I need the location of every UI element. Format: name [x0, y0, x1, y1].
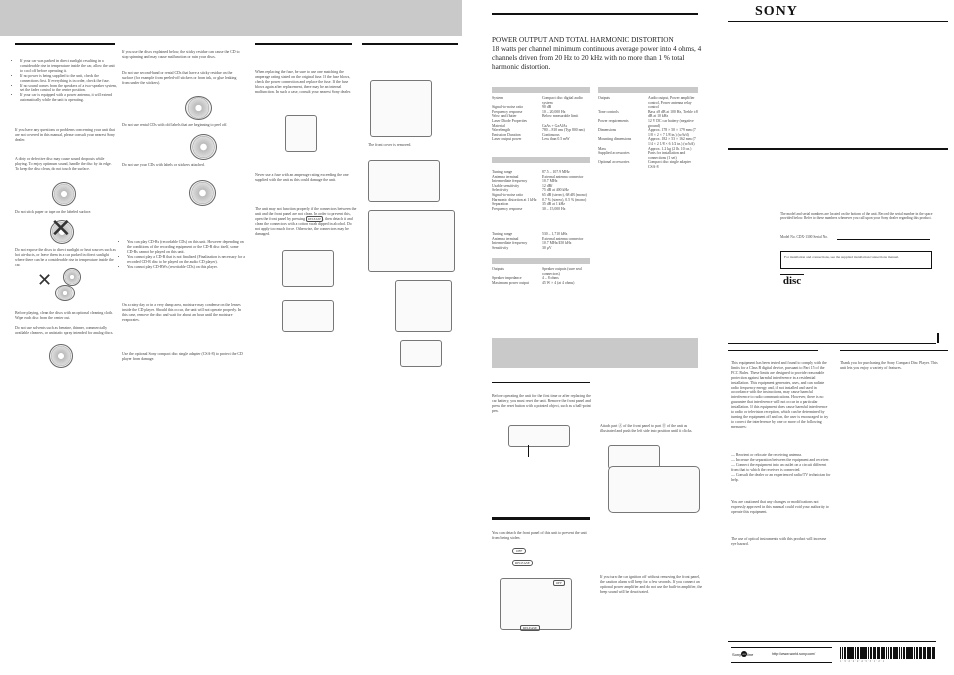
spec-label: Tuning range	[492, 232, 513, 236]
spec-value: Approx. 178 × 50 × 179 mm (7 1/8 × 2 × 7 1/8 in.) (w/h/d)	[648, 128, 696, 137]
sony-online-text: Sony	[732, 651, 742, 657]
power-output-text: 18 watts per channel minimum continuous average power into 4 ohms, 4 channels driven from 20 Hz to 20 kHz with no more than 1 % total harmonic distortion.	[492, 45, 702, 71]
spec-row	[492, 267, 592, 276]
spec-value: Speaker outputs (sure seal connectors)	[542, 267, 582, 276]
measure: — Increase the separation between the equipment and receiver.	[731, 457, 830, 462]
reset-text: Before operating the unit for the first time or after replacing the car battery, you must reset the unit. Remove the front panel and press the reset button with a pointed object, such as a ball-point pen.	[492, 394, 591, 413]
sony-url-link[interactable]: http://www.world.sony.com/	[772, 652, 816, 656]
spec-label: Antenna terminal	[492, 236, 519, 241]
front-cover-caption: The front cover is removed.	[368, 143, 412, 147]
connectors-text	[255, 207, 357, 236]
spec-label: Frequency response	[492, 109, 523, 114]
cut-mark	[937, 333, 939, 343]
spec-row	[598, 160, 698, 169]
header-band	[0, 0, 462, 36]
measure-text: Consult the dealer or an experienced radio/TV technician for help.	[731, 472, 831, 482]
adapter-text: Use the optional Sony compact disc single adapter (CSA-8) to protect the CD player from damage.	[122, 352, 243, 361]
section-rule	[492, 382, 590, 383]
spec-label: Dimensions	[598, 128, 617, 133]
attach-detail-illustration	[608, 466, 700, 513]
measure: — Consult the dealer or an experienced radio/TV technician for help.	[731, 472, 831, 482]
measure: — Reorient or relocate the receiving antenna.	[731, 453, 802, 457]
tip: • If your car was parked in direct sunlight resulting in a considerable rise in temperature inside the car, allow the unit to cool off before operating it.	[20, 59, 117, 74]
solvents-text: Do not use solvents such as benzine, thinner, commercially available cleaners, or antistatic spray intended for analog discs.	[15, 326, 114, 335]
spec-value: 30 – 15,000 Hz	[542, 206, 566, 211]
spec-label: Outputs	[598, 96, 611, 100]
spec-row	[598, 151, 698, 160]
labelled-disc-illustration	[189, 180, 216, 206]
general-section-bar	[598, 87, 698, 93]
spec-row	[492, 207, 592, 212]
spec-label: Laser output power	[492, 137, 522, 142]
spec-value: External antenna connector	[542, 174, 584, 179]
labels-text: Do not use your CDs with labels or stickers attached.	[122, 163, 205, 167]
spec-label: Wow and flutter	[492, 114, 517, 119]
model-serial-label: Model No. CDX-1300 Serial No.	[780, 235, 828, 239]
serial-note: The model and serial numbers are located on the bottom of the unit. Record the serial number in the space provided below. Refer to these numbers whenever you call upon your Sony dealer regarding this product.	[780, 212, 933, 221]
attach-text: Attach part Ⓐ of the front panel to part Ⓑ of the unit as illustrated and push the left side into position until it clicks.	[600, 424, 693, 433]
spec-label: Material	[492, 123, 505, 128]
spec-label: Optional accessories	[598, 160, 630, 165]
spec-value: 10.7 MHz/450 kHz	[542, 241, 572, 246]
tip: • If no power is being supplied to the unit, check the connections first. If everything is in order, check the fuse.	[20, 74, 117, 84]
online-badge: on	[742, 652, 746, 656]
cleaning-connector-illustration	[282, 250, 334, 287]
spec-label: Speaker impedance	[492, 276, 522, 281]
cd-spec-table	[492, 96, 592, 142]
spec-value: 30 µV	[542, 245, 552, 250]
fm-section-bar	[492, 157, 590, 163]
connectors-text-a: The unit may not function properly if the connectors between the unit and the front panel are not clean. In order to prevent this, open the front panel by pressing	[255, 207, 357, 221]
section-rule	[492, 13, 698, 15]
spec-value: 12 dBf	[542, 183, 553, 188]
spec-label: Laser Diode Properties	[492, 118, 528, 123]
spec-value: 4 – 8 ohms	[542, 276, 559, 281]
spec-value: Approx. 182 × 53 × 162 mm (7 1/4 × 2 1/8 × 6 1/2 in.) (w/h/d)	[648, 137, 696, 146]
spec-row	[598, 96, 698, 110]
am-spec-table	[492, 232, 592, 250]
removal-illustration	[395, 280, 452, 332]
spec-value: 90 dB	[542, 105, 552, 110]
measure-text: Increase the separation between the equipment and receiver.	[735, 457, 830, 462]
spec-row	[598, 137, 698, 146]
general-spec-table	[598, 96, 698, 170]
spec-value: Less than 0.5 mW	[542, 137, 570, 142]
compact-disc-logo: disc	[780, 274, 804, 297]
spec-row	[598, 119, 698, 128]
cdr-note: • You can play CD-Rs (recordable CDs) on this unit. However depending on the conditions of the recording equipment or the CD-R disc itself, some CD-Rs cannot be played on this unit.	[127, 240, 246, 255]
section-rule	[840, 350, 948, 351]
power-output-title: POWER OUTPUT AND TOTAL HARMONIC DISTORTION	[492, 36, 674, 44]
spec-value: 87.5 – 107.9 MHz	[542, 170, 570, 174]
thanks-text: Thank you for purchasing the Sony Compact Disc Player. This unit lets you enjoy a variety of features.	[840, 361, 938, 370]
cdr-notes	[122, 240, 246, 269]
troubleshooting-tips	[15, 59, 117, 103]
barcode-digits: 1 · 3 · 2 · 2 · 2 · 4 · 5 · 5 · 1 · 2 · 1	[840, 660, 885, 663]
peeling-disc-illustration	[190, 134, 217, 160]
fuse-location-illustration	[370, 80, 432, 137]
spec-value: 0.7 % (stereo), 0.5 % (mono)	[542, 197, 587, 202]
rental-text: Do not use rental CDs with old labels that are beginning to peel off.	[122, 123, 228, 127]
sun-disc-illustration	[63, 268, 81, 286]
section-rule	[728, 21, 948, 22]
spec-value: 12 V DC car battery (negative ground)	[648, 118, 694, 128]
cdr-note: • You cannot play a CD-R that is not finalized (Finalization is necessary for a recorded CD-R disc to be played on the audio CD player).	[127, 255, 246, 265]
spec-label: Usable sensitivity	[492, 183, 520, 188]
spec-value: Approx. 1.2 kg (2 lb. 10 oz.)	[648, 146, 692, 151]
reset-button-illustration[interactable]	[508, 425, 570, 447]
online-text: line	[747, 651, 754, 657]
section-rule	[728, 641, 936, 642]
spec-label: Selectivity	[492, 188, 509, 193]
sticky-disc-illustration	[185, 96, 212, 120]
never-fuse-text: Never use a fuse with an amperage rating exceeding the one supplied with the unit as this could damage the unit.	[255, 173, 349, 182]
spec-label: System	[492, 96, 504, 100]
cross-icon: ✕	[37, 270, 53, 290]
spec-label: Wavelength	[492, 128, 511, 133]
moisture-text: On a rainy day or in a very damp area, moisture may condense on the lenses inside the CD player. Should this occur, the unit will not operate properly. In this case, remove the disc and wait for about an hour until the moisture evaporates.	[122, 303, 242, 322]
section-rule	[731, 662, 832, 663]
spec-label: Maximum power output	[492, 280, 529, 285]
spec-value: 10 – 20,000 Hz	[542, 109, 566, 114]
pointer-line	[528, 445, 529, 457]
fcc-measures	[731, 453, 831, 482]
disc-handling-illustration	[52, 182, 76, 206]
barcode	[840, 647, 936, 659]
spec-label: Outputs	[492, 267, 505, 271]
spec-value: 780 – 810 nm (Typ 800 nm)	[542, 128, 585, 133]
measure-text: Connect the equipment into an outlet on a circuit different from that to which the receiver is connected.	[731, 462, 827, 472]
section-rule	[728, 343, 936, 344]
spec-value: 75 dB at 400 kHz	[542, 188, 569, 193]
spec-value: Continuous	[542, 132, 560, 137]
section-rule	[728, 148, 948, 150]
fuse-illustration	[285, 115, 317, 152]
release-button-label[interactable]: RELEASE	[520, 625, 540, 631]
amp-spec-table	[492, 267, 592, 285]
spec-value: Audio output, Power amplifier control, Power antenna relay control	[648, 96, 695, 110]
questions-text: If you have any questions or problems concerning your unit that are not covered in this manual, please consult your nearest Sony dealer.	[15, 128, 115, 142]
tip: • If no sound comes from the speakers of a two-speaker system, set the fader control to the centre position.	[20, 84, 117, 94]
spec-label: Sensitivity	[492, 245, 509, 250]
section-rule	[728, 350, 818, 351]
spec-label: Supplied accessories	[598, 151, 630, 156]
section-rule	[255, 43, 352, 45]
release-key-label: RELEASE	[308, 216, 322, 221]
spec-row	[598, 110, 698, 119]
section-rule	[15, 43, 115, 45]
spec-value: 65 dB (stereo), 68 dB (mono)	[542, 192, 587, 197]
amp-section-bar	[492, 258, 590, 264]
alarm-text: If you turn the car ignition off without removing the front panel, the caution alarm will beep for a few seconds. If you connect an optional power amplifier and do not use the built-in amplifier, the beep sound will be deactivated.	[600, 575, 703, 594]
spec-value: GaAs + GaAlAs	[542, 123, 568, 128]
spec-label: Antenna terminal	[492, 174, 519, 179]
cleaning-illustration	[49, 344, 73, 368]
spec-label: Signal-to-noise ratio	[492, 105, 524, 110]
install-note: For installation and connections, see the supplied installation/connections manual.	[784, 255, 900, 259]
cross-icon: ✕	[50, 214, 72, 243]
section-rule	[492, 517, 590, 520]
spec-value: Parts for installation and connections (1 set)	[648, 151, 686, 160]
tip: • If your car is equipped with a power antenna, it will extend automatically while the unit is operating.	[20, 93, 117, 103]
spec-label: Mounting dimensions	[598, 137, 632, 142]
fcc-text: This equipment has been tested and found to comply with the limits for a Class B digital device, pursuant to Part 15 of the FCC Rules. These limits are designed to provide reasonable protection against harmful interference in a residential installation. This equipment generates, uses, and can radiate radio frequency energy and, if not installed and used in accordance with the instructions, may cause harmful interference to radio communications. However, there is no guarantee that interference will not occur in a particular installation. If this equipment does cause harmful interference to radio or television reception, which can be determined by turning the equipment off and on, the user is encouraged to try to correct the interference by one or more of the following measures:	[731, 361, 829, 429]
measure-text: Reorient or relocate the receiving antenna.	[735, 453, 802, 457]
spec-row	[492, 281, 592, 286]
cleaning-panel-illustration	[282, 300, 334, 332]
spec-row	[492, 96, 592, 105]
spec-value: External antenna connector	[542, 236, 584, 241]
off-button-label[interactable]: OFF	[553, 580, 565, 586]
dirty-disc-text: A dirty or defective disc may cause sound dropouts while playing. To enjoy optimum sound, handle the disc by its edge. To keep the disc clean, do not touch the surface.	[15, 157, 112, 171]
spec-value: Compact disc digital audio system	[542, 96, 583, 105]
off-button-label[interactable]: OFF	[512, 548, 526, 554]
fuse-text: When replacing the fuse, be sure to use one matching the amperage rating stated on the original fuse. If the fuse blows, check the power connection and replace the fuse. If the fuse blows again after replacement, there may be an internal malfunction. In such a case, consult your nearest Sony dealer.	[255, 70, 351, 94]
spec-value: 35 dB at 1 kHz	[542, 202, 565, 207]
release-button-label[interactable]: RELEASE	[512, 560, 533, 566]
serial-number-line	[837, 239, 930, 240]
connectors-text-b: , then detach it and clean the connectors with a cotton swab dipped in alcohol. Do not apply too much force. Otherwise, the connectors may be damaged.	[255, 216, 353, 236]
section-rule	[731, 647, 832, 648]
sony-online-logo[interactable]	[732, 651, 753, 657]
spec-value: 530 – 1,710 kHz	[542, 232, 568, 236]
spec-value: Compact disc single adapter CSA-8	[648, 160, 691, 169]
spec-label: Harmonic distortion at 1 kHz	[492, 197, 537, 202]
front-cover-illustration	[368, 160, 440, 202]
spec-label: Intermediate frequency	[492, 179, 528, 184]
spec-value: 45 W × 4 (at 4 ohms)	[542, 280, 575, 285]
no-expose-text: Do not expose the discs to direct sunlight or heat sources such as hot air-ducts, or leave them in a car parked in direct sunlight where there can be a considerable rise in temperature inside the car.	[15, 248, 116, 267]
spec-label: Tuning range	[492, 170, 513, 174]
cd-section-bar	[492, 87, 590, 93]
getting-started-band	[492, 338, 698, 368]
cdr-note: • You cannot play CD-RWs (rewritable CDs) on this player.	[127, 265, 246, 270]
spec-value: Below measurable limit	[542, 114, 579, 119]
spec-value: 10.7 MHz	[542, 179, 558, 184]
spec-label: Signal-to-noise ratio	[492, 192, 524, 197]
sony-logo: SONY	[755, 4, 798, 19]
fm-spec-table	[492, 170, 592, 211]
no-stick-text: Do not stick paper or tape on the labeled surface.	[15, 210, 92, 214]
spec-value: Bass ±8 dB at 100 Hz, Treble ±8 dB at 10 kHz	[648, 109, 698, 119]
caution-text: You are cautioned that any changes or modifications not expressly approved in this manual could void your authority to operate this equipment.	[731, 500, 829, 514]
barcode-bar	[933, 647, 935, 659]
install-note-box	[780, 251, 932, 269]
second-hand-text: Do not use second-hand or rental CDs that have a sticky residue on the surface (for example from peeled-off stickers or from ink, or glue leaking from under the stickers).	[122, 71, 237, 85]
removal-illustration	[400, 340, 442, 367]
removal-illustration	[368, 210, 455, 272]
spec-label: Separation	[492, 202, 509, 207]
spec-label: Intermediate frequency	[492, 241, 528, 246]
optical-warning: The use of optical instruments with this product will increase eye hazard.	[731, 537, 827, 546]
before-playing-text: Before playing, clean the discs with an optional cleaning cloth. Wipe each disc from the center out.	[15, 311, 113, 320]
spec-label: Mass	[598, 146, 607, 151]
section-rule	[362, 43, 458, 45]
spec-label: Tone controls	[598, 109, 619, 114]
detach-text: You can detach the front panel of this unit to prevent the unit from being stolen.	[492, 531, 587, 540]
disc-illustration	[55, 285, 75, 301]
spec-label: Power requirements	[598, 118, 629, 123]
spec-label: Emission Duration	[492, 132, 521, 137]
spec-label: Frequency response	[492, 206, 523, 211]
measure: — Connect the equipment into an outlet on a circuit different from that to which the receiver is connected.	[731, 462, 827, 472]
spec-row	[492, 137, 592, 142]
spec-row	[492, 246, 592, 251]
spec-row	[598, 128, 698, 137]
sticky-text: If you use the discs explained below, the sticky residue can cause the CD to stop spinning and may cause malfunction or ruin your discs.	[122, 50, 240, 59]
